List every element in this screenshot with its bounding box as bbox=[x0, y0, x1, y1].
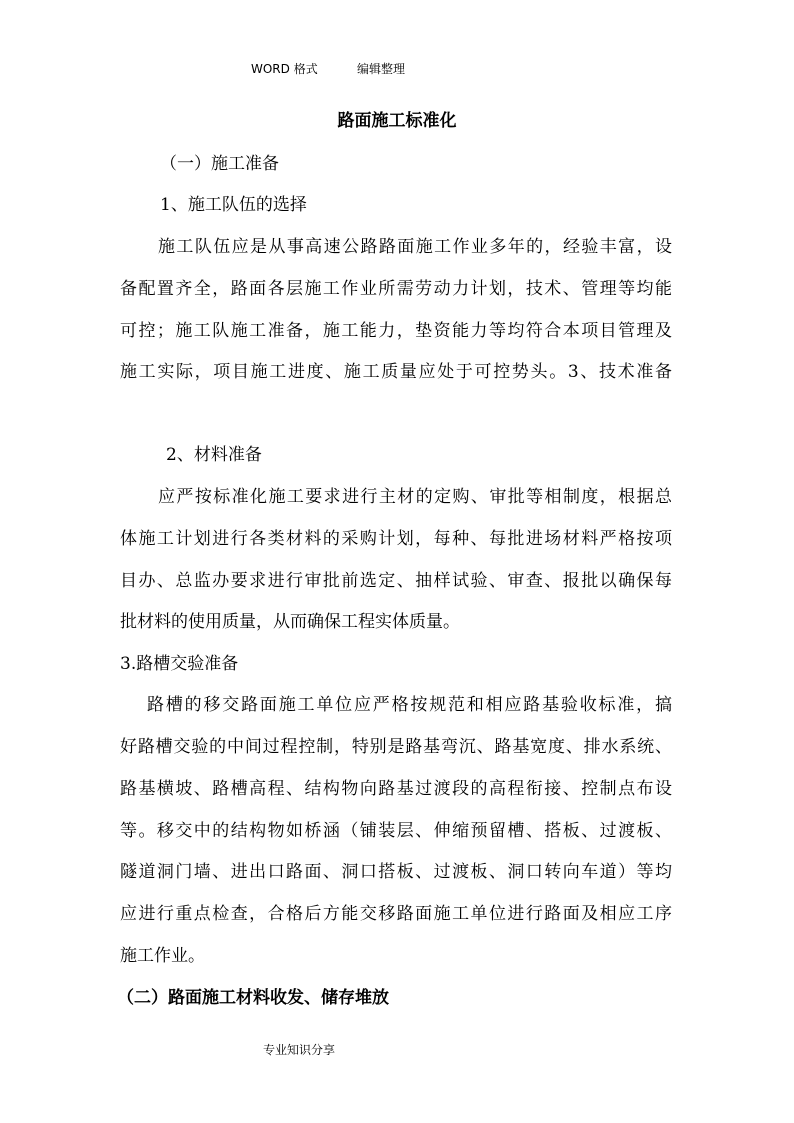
header-format: WORD 格式 bbox=[251, 62, 318, 76]
trough-line-3: 路基横坡、路槽高程、结构物向路基过渡段的高程衔接、控制点布设 bbox=[120, 779, 672, 799]
materials-line-3: 目办、总监办要求进行审批前选定、抽样试验、审查、报批以确保每 bbox=[120, 571, 672, 591]
trough-line-1: 路槽的移交路面施工单位应严格按规范和相应路基验收标准，搞 bbox=[147, 695, 672, 715]
materials-line-1: 应严按标准化施工要求进行主材的定购、审批等相制度，根据总 bbox=[158, 487, 672, 507]
trough-line-4: 等。移交中的结构物如桥涵（铺装层、伸缩预留槽、搭板、过渡板、 bbox=[120, 821, 672, 841]
materials-line-4: 批材料的使用质量，从而确保工程实体质量。 bbox=[120, 612, 460, 632]
team-line-3: 可控；施工队施工准备，施工能力，垫资能力等均符合本项目管理及 bbox=[120, 321, 672, 341]
section2-heading: （二）路面施工材料收发、储存堆放 bbox=[117, 988, 389, 1008]
page-footer: 专业知识分享 bbox=[263, 1043, 336, 1057]
team-line-1: 施工队伍应是从事高速公路路面施工作业多年的，经验丰富，设 bbox=[158, 237, 672, 257]
trough-line-2: 好路槽交验的中间过程控制，特别是路基弯沉、路基宽度、排水系统、 bbox=[120, 737, 672, 757]
header-editor: 编辑整理 bbox=[357, 62, 406, 76]
section1-heading: （一）施工准备 bbox=[160, 154, 279, 174]
team-line-4: 施工实际，项目施工进度、施工质量应处于可控势头。3、技术准备 bbox=[120, 362, 672, 382]
materials-line-2: 体施工计划进行各类材料的采购计划，每种、每批进场材料严格按项 bbox=[120, 529, 672, 549]
trough-line-6: 应进行重点检查，合格后方能交移路面施工单位进行路面及相应工序 bbox=[120, 904, 672, 924]
team-heading: 1、施工队伍的选择 bbox=[160, 195, 307, 215]
trough-line-7: 施工作业。 bbox=[120, 946, 205, 966]
trough-heading: 3.路槽交验准备 bbox=[120, 654, 239, 674]
trough-line-5: 隧道洞门墙、进出口路面、洞口搭板、过渡板、洞口转向车道）等均 bbox=[120, 862, 672, 882]
team-line-2: 备配置齐全，路面各层施工作业所需劳动力计划，技术、管理等均能 bbox=[120, 279, 672, 299]
materials-heading: 2、材料准备 bbox=[166, 445, 262, 465]
page-title: 路面施工标准化 bbox=[337, 111, 457, 131]
